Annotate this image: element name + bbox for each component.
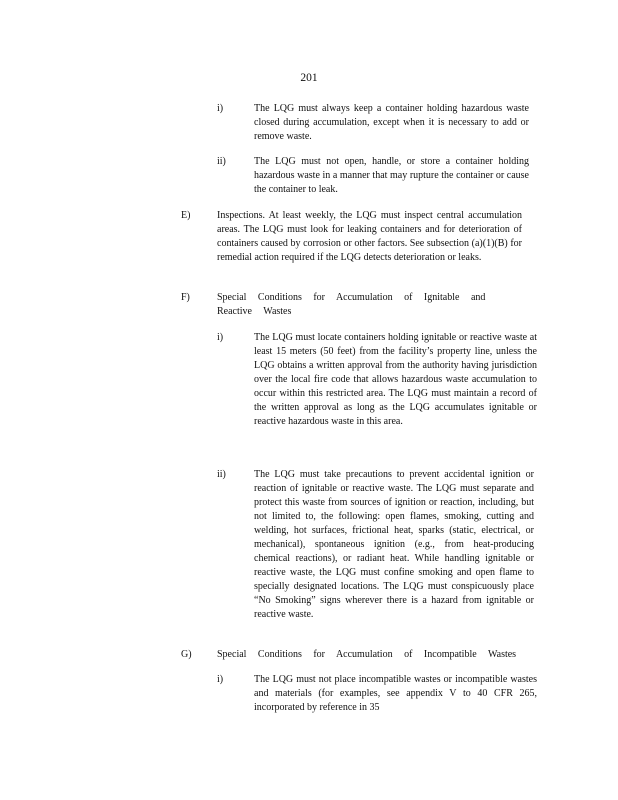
item-marker: i) [217, 103, 224, 114]
item-text: The LQG must not place incompatible wastes or incompatible wastes and materials (for examples, see appendix V to 40 CFR 265, incorporated by reference in 35 [254, 674, 537, 713]
item-text: The LQG must take precautions to prevent accidental ignition or reaction of ignitable or reactive waste. The LQG must separate and protect this waste from sources of ignition or reaction, including, but not limited to, the following: open flames, smoking, cutting and welding, hot surfaces, frictional heat, sparks (static, electrical, or mechanical), spontaneous ignition (e.g., from heat-producing chemical reactions), or radiant heat. While handling ignitable or reactive waste, the LQG must confine smoking and open flame to specially designated locations. The LQG must conspicuously place “No Smoking” signs wherever there is a hazard from ignitable or reactive waste. [254, 469, 534, 620]
item-marker: E) [181, 210, 191, 221]
item-text: The LQG must locate containers holding ignitable or reactive waste at least 15 meters (50 feet) from the facility’s property line, unless the LQG obtains a written approval from the authority having jurisdiction over the local fire code that allows hazardous waste accumulation to occur within this restricted area. The LQG must maintain a record of the written approval as long as the LQG accumulates ignitable or reactive hazardous waste in this area. [254, 332, 537, 427]
item-marker: F) [181, 292, 190, 303]
item-marker: G) [181, 649, 192, 660]
item-text: Special Conditions for Accumulation of Incompatible Wastes [217, 649, 517, 660]
page-number: 201 [300, 72, 318, 84]
item-marker: ii) [217, 469, 226, 480]
item-text: The LQG must not open, handle, or store a container holding hazardous waste in a manner that may rupture the container or cause the container to leak. [254, 156, 529, 195]
item-text: Special Conditions for Accumulation of Ignitable and Reactive Wastes [217, 292, 486, 317]
item-text: Inspections. At least weekly, the LQG must inspect central accumulation areas. The LQG must look for leaking containers and for deterioration of containers caused by corrosion or other factors. See subsection (a)(1)(B) for remedial action required if the LQG detects deterioration or leaks. [217, 210, 522, 263]
item-marker: ii) [217, 156, 226, 167]
item-text: The LQG must always keep a container holding hazardous waste closed during accumulation, except when it is necessary to add or remove waste. [254, 103, 529, 142]
item-marker: i) [217, 674, 224, 685]
item-marker: i) [217, 332, 224, 343]
